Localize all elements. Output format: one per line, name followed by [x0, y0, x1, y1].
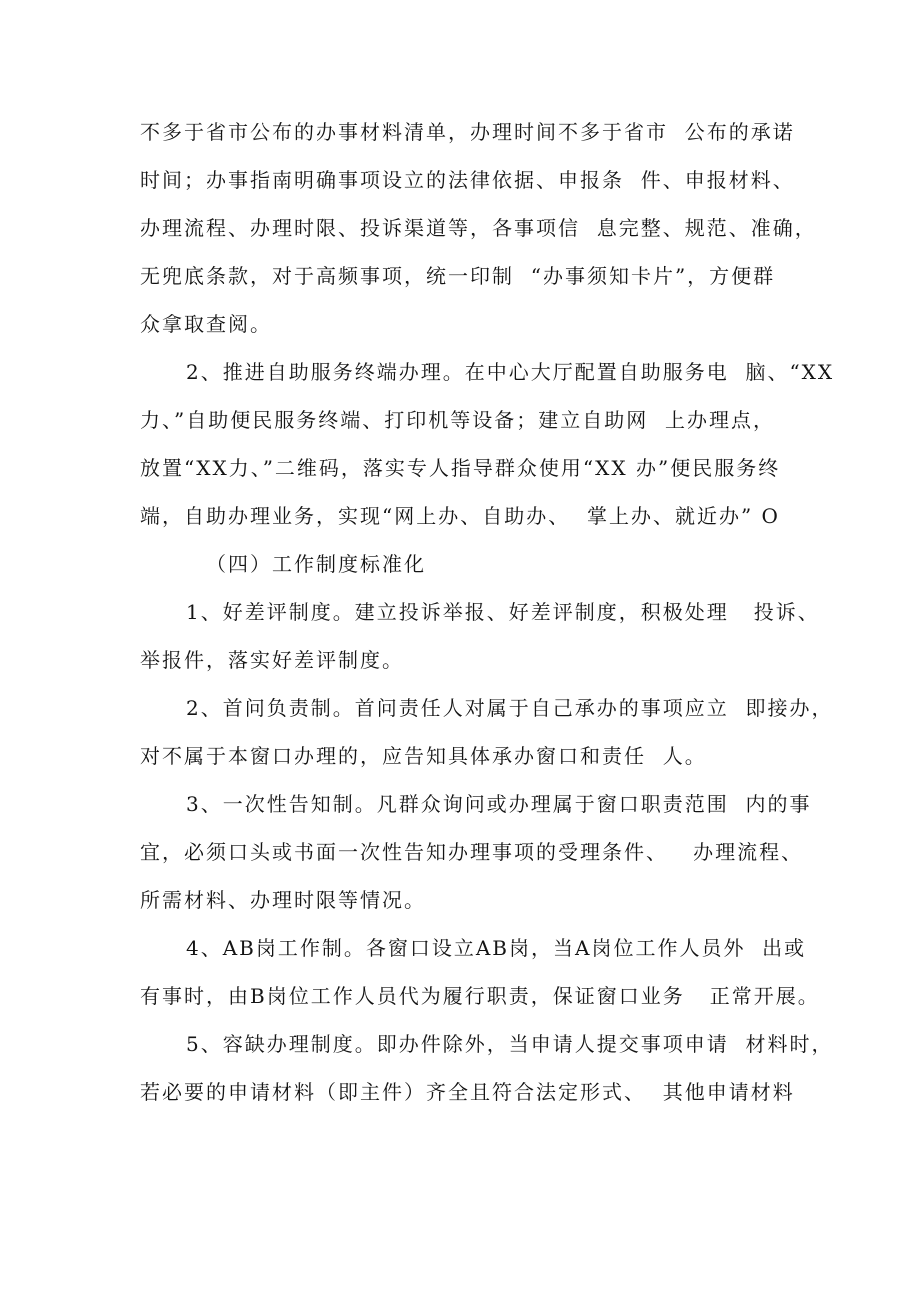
text-line: 若必要的申请材料（即主件）齐全且符合法定形式、 其他申请材料 — [140, 1080, 795, 1104]
text-line: 4、AB岗工作制。各窗口设立AB岗，当A岗位工作人员外 出或 — [186, 936, 807, 960]
text-line: 众拿取查阅。 — [140, 312, 272, 336]
text-line: 有事时，由B岗位工作人员代为履行职责，保证窗口业务 正常开展。 — [140, 984, 820, 1008]
text-line: 放置“XX力、”二维码，落实专人指导群众使用“XX 办”便民服务终 — [140, 456, 781, 480]
text-line: 2、推进自助服务终端办理。在中心大厅配置自助服务电 脑、“XX — [186, 360, 835, 384]
text-line: 1、好差评制度。建立投诉举报、好差评制度，积极处理 投诉、 — [186, 600, 820, 624]
text-line: 宜，必须口头或书面一次性告知办理事项的受理条件、 办理流程、 — [140, 840, 804, 864]
text-line: 5、容缺办理制度。即办件除外，当申请人提交事项申请 材料时， — [186, 1032, 834, 1056]
text-line: 力、”自助便民服务终端、打印机等设备；建立自助网 上办理点， — [140, 408, 775, 432]
text-line: 举报件，落实好差评制度。 — [140, 648, 404, 672]
text-line: 不多于省市公布的办事材料清单，办理时间不多于省市 公布的承诺 — [140, 120, 795, 144]
text-line: 2、首问负责制。首问责任人对属于自己承办的事项应立 即接办， — [186, 696, 834, 720]
text-line: 无兜底条款，对于高频事项，统一印制 “办事须知卡片”，方便群 — [140, 264, 776, 288]
text-line: 端，自助办理业务，实现“网上办、自助办、 掌上办、就近办” O — [140, 504, 780, 528]
text-line: 对不属于本窗口办理的，应告知具体承办窗口和责任 人。 — [140, 744, 707, 768]
section-heading: （四）工作制度标准化 — [206, 552, 426, 576]
text-line: 办理流程、办理时限、投诉渠道等，各事项信 息完整、规范、准确， — [140, 216, 817, 240]
text-line: 3、一次性告知制。凡群众询问或办理属于窗口职责范围 内的事 — [186, 792, 812, 816]
text-line: 所需材料、办理时限等情况。 — [140, 888, 426, 912]
text-line: 时间；办事指南明确事项设立的法律依据、申报条 件、申报材料、 — [140, 168, 795, 192]
